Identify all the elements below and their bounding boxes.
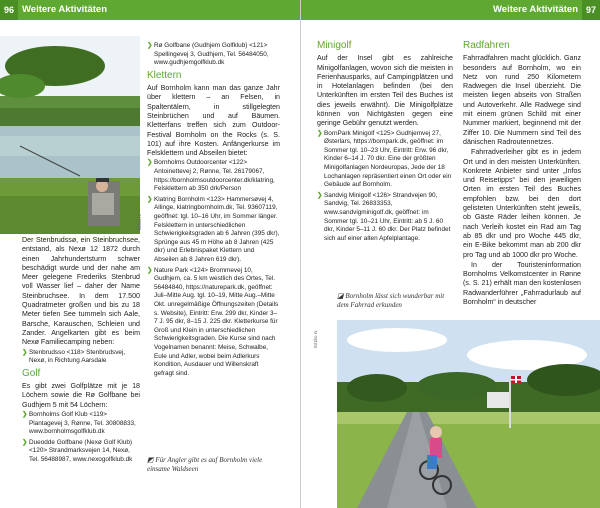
golf-heading: Golf xyxy=(22,367,41,379)
klettern-paragraph: Auf Bornholm kann man das ganze Jahr über klettern – an Felsen, in Spaltentälern, in stillgelegten Steinbrüchen und auf Bäumen. Kletterfans treffen sich zum Outdoor-Festival Bornholm on the Rocks (s. S. 101) auf ihre Kosten. Anfängerkurse im Felsklettern und Abseilen bietet: xyxy=(147,84,280,158)
arrow-icon: ❯ xyxy=(147,159,153,167)
arrow-icon: ❯ xyxy=(317,129,323,137)
angler-caption: ◩ Für Angler gibt es auf Bornholm viele einsame Waldseen xyxy=(147,456,263,473)
stenbrudsso-entry: ❯ Stenbrudsso <118> Stenbrudsvej, Nexø, in Richtung Aarsdale xyxy=(22,348,126,365)
minigolf-paragraph: Auf der Insel gibt es zahlreiche Minigolfanlagen, wovon sich die meisten in Ferienhausparks, auf Campingplätzen und in Hotelanlagen befinden (bei den Unterkünften im ersten Teil des Buches ist dies jeweils erwähnt). Die Minigolfplätze können von Nichtgästen gegen eine geringe Gebühr genutzt werden. xyxy=(317,54,453,128)
golf-paragraph: Es gibt zwei Golfplätze mit je 18 Löchern sowie die Rø Golfbane bei Gudhjem 5 mit 54 Löchern: xyxy=(22,382,140,409)
dueodde-golfbane-entry: ❯ Dueodde Golfbane (Nexø Golf Klub) <120> Strandmarksvejen 14, Nexø, Tel. 56488987, www.nexogolfklub.dk xyxy=(22,438,133,463)
bornpark-minigolf-entry: ❯ BornPark Minigolf <125> Gudhjemvej 27, Østerlars, https://bornpark.dk, geöffnet: im Sommer tgl. 10–23 Uhr, Eintritt: Erw. 96 dkr, Kinder 6–14 J. 70 dkr. Eine der größten Minigolfanlagen Nordeuropas, Jede der 18 Lochanlagen repräsentiert einen Ort oder ein Gebäude auf Bornholm. xyxy=(317,129,452,189)
right-page-number: 97 xyxy=(582,0,600,20)
stenbrudsso-paragraph: Der Stenbrudssø, ein Steinbruchsee, entstand, als Nexø 12 1872 durch einen Jahrhundertsturm schwer beschädigt wurde und der nahe am Meer gelegene Frederiks Stenbrud voll Wasser lief – daher der Name Steinbruchsee. In dem 17.500 Quadratmeter großen und bis zu 18 Meter tiefen See tummeln sich Aale, Barsche, Karauschen, Schleien und Zander. Angelkarten gibt es beim Nexø Familiecamping neben: xyxy=(22,236,140,347)
triangle-icon: ◩ xyxy=(147,456,154,464)
left-photo-credit: 028la rv xyxy=(137,213,142,230)
left-column-1 xyxy=(22,236,140,467)
klettern-heading: Klettern xyxy=(147,69,182,81)
arrow-icon: ❯ xyxy=(147,266,153,274)
ro-golfbane-entry: ❯ Rø Golfbane (Gudhjem Golfklub) <121> Spellingevej 3, Gudhjem, Tel. 56484050, www.gudhjemgolfklub.dk xyxy=(147,42,269,67)
left-column-2 xyxy=(147,42,280,380)
klatring-bornholm-entry: ❯ Klatring Bornholm <123> Hammersøvej 4, Allinge, klatringbornholm.dk, Tel. 93607119, geöffnet: tgl. 10–16 Uhr, im Sommer länger. Felsklettern in unterschiedlichen Schwierigkeitsgraden ab 6 Jahren (395 dkr), Sprünge aus 45 m Höhe ab 8 Jahren (425 dkr) und Erlebnispaket Klettern und Abseilen ab 8 Jahren 619 dkr). xyxy=(147,195,280,263)
right-column-1 xyxy=(317,38,453,245)
arrow-icon: ❯ xyxy=(22,348,28,356)
right-column-2 xyxy=(463,38,581,308)
lake-fishing-photo xyxy=(0,36,140,234)
cycling-photo xyxy=(337,320,600,508)
nature-park-entry: ❯ Nature Park <124> Brommevej 10, Gudhjem, ca. 5 km westlich des Ortes, Tel. 56484840, https://naturepark.dk, geöffnet: Juli–Mitte Aug. tgl. 10–19, Mitte Aug.–Mitte Okt. unregelmäßige Öffnungszeiten (Details s. Website), Eintritt: Erw. 299 dkr, Kinder 3–7 J. 95 dkr, 8–15 J. 225 dkr. Kletterkurse für Groß und Klein in unterschiedlichen Schwierigkeitsgraden. Die Kurse sind nach Vogelnamen benannt: Meise, Schwalbe, Eule und Adler, wobei beim Adlerkurs Kondition, Ausdauer und Willenskraft gefragt sind. xyxy=(147,266,279,377)
arrow-icon: ❯ xyxy=(22,410,28,418)
right-photo-credit: 031bo rv xyxy=(313,330,318,348)
sandvig-minigolf-entry: ❯ Sandvig Minigolf <126> Strandvejen 90, Sandvig, Tel. 26833353, www.sandvigminigolf.dk, geöffnet: im Sommer tgl. 10–21 Uhr, Eintritt: ab 5 J. 60 dkr, Kinder 5–11 J. 60 dkr. Der Platz befindet sich auf einer alten Apfelplantage. xyxy=(317,191,451,242)
radfahren-paragraph-1: Fahrradfahren macht glücklich. Ganz besonders auf Bornholm, wo ein Netz von rund 250 Kilometern Radwegen die Insel überzieht. Die meisten liegen abseits von Straßen und Autoverkehr. Alle Radwege sind mit einem grünen Schild mit einer Nummer markiert, beginnend mit der Ziffer 10. Die Nummern sind Teil des dänischen Radroutennetzes. xyxy=(463,54,581,146)
left-page-header: Weitere Aktivitäten xyxy=(0,0,300,20)
minigolf-heading: Minigolf xyxy=(317,40,352,51)
arrow-icon: ❯ xyxy=(147,195,153,203)
bornholms-golf-klub-entry: ❯ Bornholms Golf Klub <119> Plantagevej 3, Rønne, Tel. 30808833, www.bornholmsgolfklub.dk xyxy=(22,410,136,436)
triangle-icon: ◪ xyxy=(337,292,344,300)
bornholms-outdoorcenter-entry: ❯ Bornholms Outdoorcenter <122> Antoinettevej 2, Rønne, Tel. 26179067, https://bornholmsoutdoorcenter.dk/klatring, Felsklettern ab 350 drk/Person xyxy=(147,159,275,193)
left-page-number: 96 xyxy=(0,0,18,20)
arrow-icon: ❯ xyxy=(147,42,153,49)
bicycle-caption: ◪ Bornholm lässt sich wunderbar mit dem Fahrrad erkunden xyxy=(337,292,445,309)
radfahren-paragraph-3: In der Touristeninformation Bornholms Velkomstcenter in Rønne (s. S. 21) erhält man den kostenlosen Radwanderführer „Fahrradurlaub auf Bornholm“ in deutscher xyxy=(463,260,581,307)
arrow-icon: ❯ xyxy=(22,438,28,446)
arrow-icon: ❯ xyxy=(317,191,323,199)
radfahren-heading: Radfahren xyxy=(463,40,510,51)
right-page xyxy=(300,0,600,508)
right-page-header: Weitere Aktivitäten xyxy=(300,0,600,20)
radfahren-paragraph-2: Fahrradverleiher gibt es in jedem Ort und in den meisten Unterkünften. Konkrete Anbieter sind unter „Infos und Reisetipps“ bei den jeweiligen Orten im ersten Teil des Buches empfohlen bzw. bei den dort gelisteten Unterkünften steht jeweils, ob Gäste Räder leihen können. Je nach Verleih kostet ein Rad am Tag ab 85 dkr und pro Woche 445 dkr, ein E-Bike bekommt man ab 200 dkr pro Tag und ab 1000 dkr pro Woche. xyxy=(463,148,581,259)
